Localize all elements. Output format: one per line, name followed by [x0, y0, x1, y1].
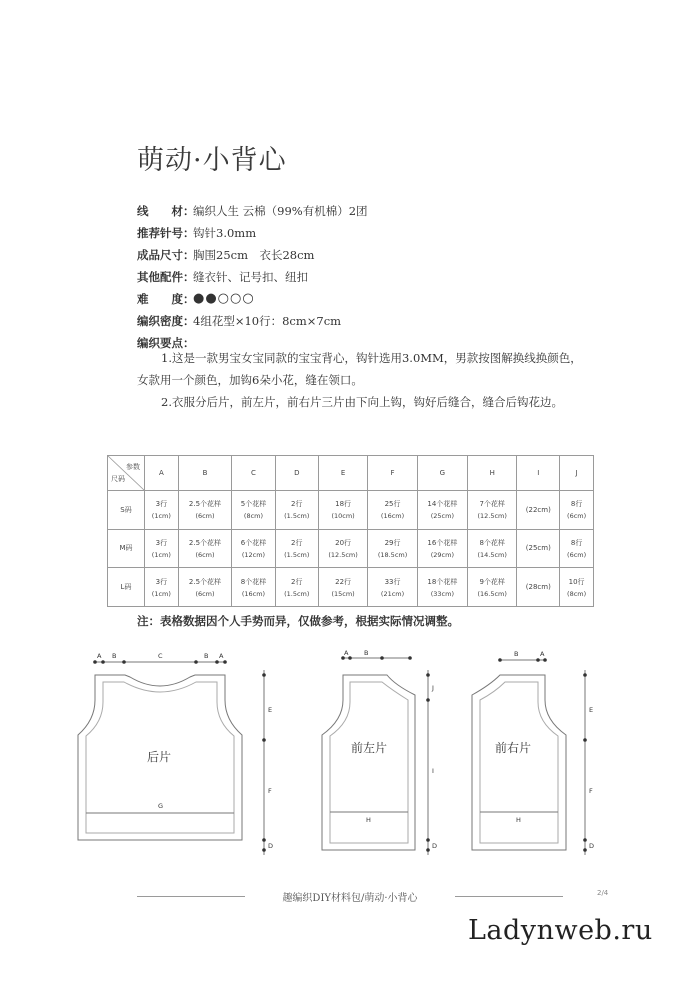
cell-sub: (6cm) — [195, 550, 215, 559]
table-cell — [145, 491, 179, 530]
dim-label-i: I — [432, 767, 434, 775]
cell-sub: (29cm) — [430, 550, 454, 559]
cell-sub: (6cm) — [195, 589, 215, 598]
column-header: G — [417, 456, 467, 491]
cell-main: (28cm) — [525, 583, 551, 592]
cell-sub: (1.5cm) — [284, 589, 310, 598]
spec-label: 难 度： — [137, 292, 195, 306]
table-cell — [275, 491, 318, 530]
cell-main: 29行 — [384, 538, 401, 547]
spec-difficulty — [137, 288, 597, 310]
dim-label-a: A — [219, 652, 224, 660]
cell-main: 2.5个花样 — [188, 538, 222, 547]
front-right-label: 前右片 — [495, 741, 532, 755]
table-cell — [417, 568, 467, 607]
table-cell — [560, 568, 594, 607]
dim-label-h: H — [366, 816, 371, 824]
cell-main: 2行 — [291, 538, 303, 547]
spec-yarn — [137, 200, 597, 222]
cell-main: 14个花样 — [427, 500, 458, 509]
dim-label-b: B — [204, 652, 209, 660]
front-left-label: 前左片 — [351, 741, 388, 755]
cell-sub: (1.5cm) — [284, 550, 310, 559]
spec-value: 胸围25cm 衣长28cm — [193, 248, 315, 262]
spec-label: 编织要点： — [137, 336, 195, 350]
footer-caption: 趣编织DIY材料包/萌动·小背心 — [282, 893, 418, 904]
table-cell — [232, 529, 275, 568]
corner-top-label: 参数 — [126, 463, 140, 471]
cell-main: 8行 — [570, 538, 583, 547]
page-number: 2/4 — [597, 889, 609, 897]
difficulty-rating: ●●○○○ — [193, 291, 255, 306]
column-header: F — [368, 456, 417, 491]
cell-main: 7个花样 — [479, 500, 505, 509]
cell-sub: (25cm) — [430, 512, 454, 521]
cell-main: 16个花样 — [427, 538, 458, 547]
table-cell — [368, 491, 417, 530]
instruction-notes — [137, 347, 593, 413]
column-header: B — [178, 456, 232, 491]
cell-main: 10行 — [568, 577, 585, 586]
table-footnote: 注：表格数据因个人手势而异，仅做参考，根据实际情况调整。 — [137, 614, 459, 628]
cell-sub: (1.5cm) — [284, 512, 310, 521]
cell-main: 9个花样 — [479, 577, 505, 586]
cell-main: 5个花样 — [240, 500, 267, 509]
table-cell — [178, 529, 232, 568]
dim-label-d: D — [432, 842, 438, 850]
table-cell — [275, 568, 318, 607]
table-cell — [318, 491, 367, 530]
note-paragraph: 1.这是一款男宝女宝同款的宝宝背心，钩针选用3.0MM，男款按图解换线换颜色，女款用一个颜色，加钩6朵小花，缝在领口。 — [137, 351, 582, 387]
table-cell — [145, 529, 179, 568]
dim-label-b: B — [112, 652, 117, 660]
dim-label-g: G — [158, 802, 164, 810]
schematic-diagrams — [0, 640, 700, 870]
spec-label: 线 材： — [137, 204, 195, 218]
dim-label-j: J — [432, 684, 434, 692]
row-size-label: L码 — [108, 568, 145, 607]
spec-value: 钩针3.0mm — [193, 226, 257, 240]
corner-bottom-label: 尺码 — [111, 475, 125, 483]
cell-sub: (1cm) — [151, 550, 171, 559]
column-header: D — [275, 456, 318, 491]
cell-sub: (12.5cm) — [328, 550, 358, 559]
cell-main: 18行 — [335, 500, 352, 509]
cell-sub: (15cm) — [331, 589, 355, 598]
cell-sub: (6cm) — [567, 550, 587, 559]
cell-sub: (8cm) — [243, 512, 264, 521]
table-cell — [560, 529, 594, 568]
cell-sub: (1cm) — [151, 512, 171, 521]
cell-sub: (18.5cm) — [377, 550, 408, 559]
table-cell — [145, 568, 179, 607]
spec-hook — [137, 222, 597, 244]
table-row — [108, 491, 594, 530]
row-size-label: S码 — [108, 491, 145, 530]
watermark: Ladynweb.ru — [468, 915, 653, 946]
table-header-row — [108, 456, 594, 491]
spec-label: 其他配件： — [137, 270, 195, 284]
table-row — [108, 529, 594, 568]
cell-sub: (12.5cm) — [477, 512, 507, 521]
column-header: E — [318, 456, 367, 491]
table-cell — [517, 568, 560, 607]
cell-main: 25行 — [384, 500, 401, 509]
table-cell — [232, 491, 275, 530]
cell-main: 2行 — [291, 500, 303, 509]
cell-sub: (16cm) — [241, 589, 266, 598]
cell-main: 2.5个花样 — [188, 577, 222, 586]
cell-sub: (16cm) — [380, 512, 405, 521]
cell-main: 8个花样 — [240, 577, 267, 586]
page-title: 萌动·小背心 — [137, 145, 287, 176]
table-cell — [517, 491, 560, 530]
spec-gauge — [137, 310, 597, 332]
cell-main: 33行 — [384, 577, 401, 586]
spec-label: 成品尺寸： — [137, 248, 195, 262]
cell-sub: (8cm) — [567, 589, 587, 598]
size-table — [107, 455, 594, 607]
cell-main: 6个花样 — [240, 538, 267, 547]
table-cell — [417, 529, 467, 568]
table-cell — [467, 491, 516, 530]
cell-sub: (6cm) — [567, 512, 587, 521]
cell-sub: (10cm) — [331, 512, 355, 521]
spec-value: 4组花型×10行：8cm×7cm — [193, 314, 342, 328]
table-cell — [232, 568, 275, 607]
column-header: H — [467, 456, 516, 491]
row-size-label: M码 — [108, 529, 145, 568]
table-cell — [318, 568, 367, 607]
table-cell — [368, 529, 417, 568]
spec-label: 编织密度： — [137, 314, 195, 328]
dim-label-d: D — [589, 842, 595, 850]
cell-sub: (6cm) — [195, 512, 215, 521]
table-cell — [318, 529, 367, 568]
table-cell — [467, 529, 516, 568]
cell-sub: (16.5cm) — [477, 589, 507, 598]
cell-sub: (33cm) — [430, 589, 454, 598]
cell-sub: (12cm) — [241, 550, 266, 559]
dim-label-f: F — [589, 787, 593, 795]
dim-label-c: C — [158, 652, 163, 660]
cell-main: 2.5个花样 — [188, 500, 222, 509]
spec-accessories — [137, 266, 597, 288]
back-piece-label: 后片 — [147, 750, 172, 764]
cell-main: 2行 — [291, 577, 303, 586]
dim-label-a: A — [344, 649, 349, 657]
cell-main: 18个花样 — [427, 577, 458, 586]
cell-main: 3行 — [155, 500, 168, 509]
materials-spec-list — [137, 200, 597, 354]
spec-label: 推荐针号： — [137, 226, 195, 240]
spec-value: 缝衣针、记号扣、纽扣 — [193, 270, 308, 284]
table-row — [108, 568, 594, 607]
table-cell — [178, 491, 232, 530]
cell-main: (25cm) — [525, 544, 551, 553]
cell-sub: (1cm) — [151, 589, 171, 598]
cell-main: 8个花样 — [479, 538, 505, 547]
table-cell — [368, 568, 417, 607]
dim-label-a: A — [97, 652, 102, 660]
table-cell — [467, 568, 516, 607]
spec-value: 编织人生 云棉（99%有机棉）2团 — [193, 204, 368, 218]
dim-label-e: E — [268, 706, 273, 714]
cell-main: 3行 — [155, 538, 168, 547]
table-cell — [178, 568, 232, 607]
cell-sub: (21cm) — [380, 589, 405, 598]
table-cell — [275, 529, 318, 568]
note-paragraph: 2.衣服分后片，前左片，前右片三片由下向上钩，钩好后缝合，缝合后钩花边。 — [161, 395, 563, 409]
cell-main: (22cm) — [525, 505, 551, 514]
column-header: J — [560, 456, 594, 491]
column-header: C — [232, 456, 275, 491]
column-header: I — [517, 456, 560, 491]
dim-label-b: B — [364, 649, 369, 657]
cell-main: 22行 — [335, 577, 352, 586]
dim-label-e: E — [589, 706, 594, 714]
table-cell — [560, 491, 594, 530]
spec-size — [137, 244, 597, 266]
cell-main: 20行 — [335, 538, 352, 547]
column-header: A — [145, 456, 179, 491]
cell-main: 3行 — [155, 577, 168, 586]
table-cell — [517, 529, 560, 568]
cell-main: 8行 — [570, 500, 583, 509]
dim-label-h: H — [516, 816, 521, 824]
dim-label-b: B — [514, 650, 519, 658]
dim-label-d: D — [268, 842, 274, 850]
table-corner-cell — [108, 456, 145, 491]
dim-label-f: F — [268, 787, 272, 795]
table-cell — [417, 491, 467, 530]
cell-sub: (14.5cm) — [477, 550, 507, 559]
dim-label-a: A — [540, 650, 545, 658]
